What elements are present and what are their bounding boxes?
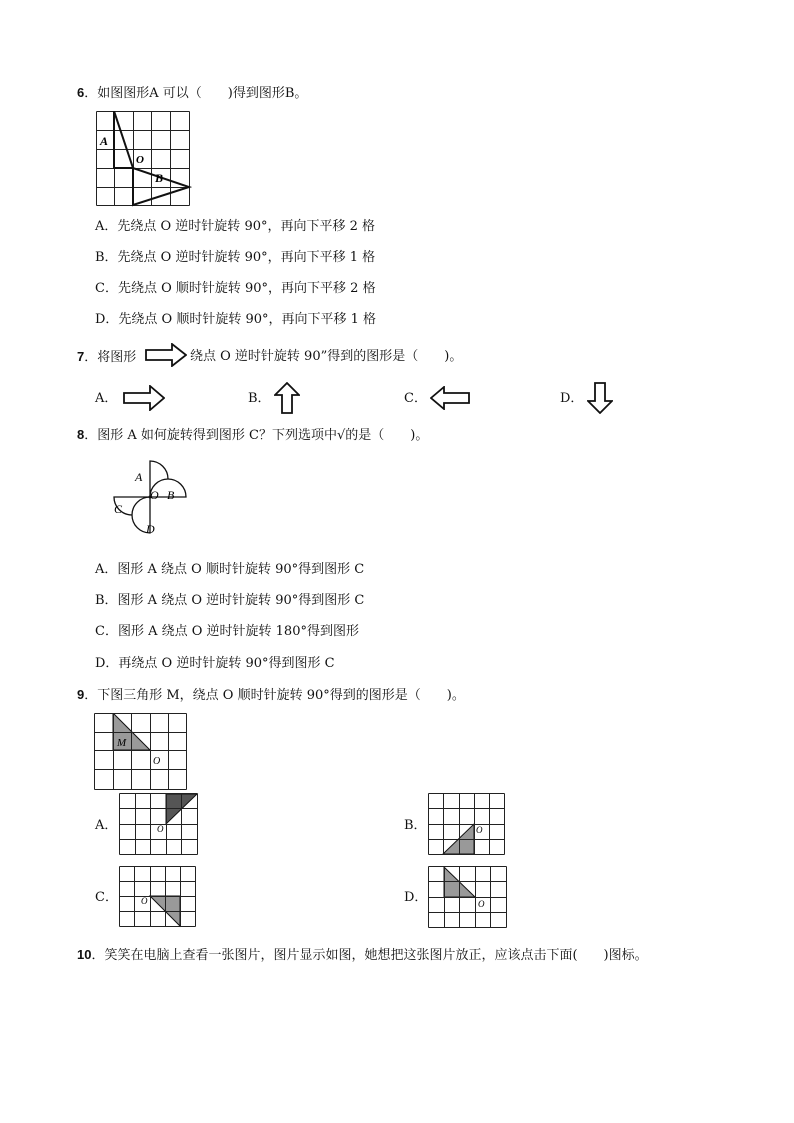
q7-option-d-arrow-down-icon[interactable] xyxy=(587,382,613,414)
q9-option-c-grid[interactable] xyxy=(119,866,197,928)
q7-option-a-arrow-right-icon[interactable] xyxy=(123,385,165,411)
q8-option-d[interactable]: D．再绕点 O 逆时针旋转 90°得到图形 C xyxy=(95,656,335,671)
q9-label-o: O xyxy=(153,756,161,767)
q8-label-d: D xyxy=(146,522,155,536)
q6-stem: 6．如图图形A 可以（ )得到图形B。 xyxy=(77,85,308,101)
q8-label-b: B xyxy=(167,488,175,502)
q7-stem-end: 绕点 O 逆时针旋转 90”得到的图形是（ )。 xyxy=(190,349,463,364)
q6-grid-figure xyxy=(96,111,192,207)
q8-option-a[interactable]: A．图形 A 绕点 O 顺时针旋转 90°得到图形 C xyxy=(95,562,365,577)
q7-option-b-arrow-up-icon[interactable] xyxy=(274,382,300,414)
q8-label-a: A xyxy=(135,470,143,484)
q9-option-d-label-o: O xyxy=(478,899,485,909)
q9-label-m: M xyxy=(117,737,127,749)
q6-option-c[interactable]: C．先绕点 O 顺时针旋转 90°，再向下平移 2 格 xyxy=(95,281,376,296)
q9-number: 9 xyxy=(77,687,85,702)
q9-grid-figure xyxy=(94,713,188,791)
q9-stem: 9．下图三角形 M，绕点 O 顺时针旋转 90°得到的图形是（ )。 xyxy=(77,687,465,703)
q7-arrow-right-icon xyxy=(145,343,187,367)
q7-option-d-label[interactable]: D． xyxy=(560,391,584,406)
q9-option-d-label[interactable]: D． xyxy=(404,890,428,905)
q7-option-c-label[interactable]: C． xyxy=(404,391,427,406)
q6-shape-a xyxy=(114,111,133,168)
q9-option-a-grid[interactable] xyxy=(119,793,199,856)
q9-option-b-grid[interactable] xyxy=(428,793,506,856)
q8-label-o: O xyxy=(150,488,159,502)
q9-option-a-label[interactable]: A． xyxy=(95,818,118,833)
q7-option-a-label[interactable]: A． xyxy=(95,391,118,406)
q8-pinwheel-figure xyxy=(104,458,190,544)
q6-label-b: B xyxy=(155,171,164,185)
q9-option-d-grid[interactable] xyxy=(428,866,508,929)
q8-label-c: C xyxy=(114,502,123,516)
q7-option-b-label[interactable]: B． xyxy=(248,391,271,406)
q6-option-a[interactable]: A．先绕点 O 逆时针旋转 90°，再向下平移 2 格 xyxy=(95,219,376,234)
q8-number: 8 xyxy=(77,427,85,442)
q6-label-a: A xyxy=(100,134,109,148)
q9-option-c-label-o: O xyxy=(141,896,148,906)
q6-label-o: O xyxy=(136,154,144,166)
q9-option-b-label[interactable]: B． xyxy=(404,818,427,833)
q10-stem: 10．笑笑在电脑上查看一张图片，图片显示如图，她想把这张图片放正，应该点击下面( )图标。 xyxy=(77,947,648,963)
q6-number: 6 xyxy=(77,85,85,100)
q7-option-c-arrow-left-icon[interactable] xyxy=(430,386,470,410)
q6-option-b[interactable]: B．先绕点 O 逆时针旋转 90°，再向下平移 1 格 xyxy=(95,250,376,265)
q8-option-b[interactable]: B．图形 A 绕点 O 逆时针旋转 90°得到图形 C xyxy=(95,593,365,608)
q8-stem: 8．图形 A 如何旋转得到图形 C？下列选项中√的是（ )。 xyxy=(77,427,429,443)
q9-option-a-label-o: O xyxy=(157,824,164,834)
q9-option-b-label-o: O xyxy=(476,825,483,835)
q6-option-d[interactable]: D．先绕点 O 顺时针旋转 90°，再向下平移 1 格 xyxy=(95,312,377,327)
q7-stem-start: 7．将图形 xyxy=(77,349,137,365)
q10-number: 10 xyxy=(77,947,92,962)
q8-option-c[interactable]: C．图形 A 绕点 O 逆时针旋转 180°得到图形 xyxy=(95,624,359,639)
q7-number: 7 xyxy=(77,349,85,364)
q9-option-c-label[interactable]: C． xyxy=(95,890,118,905)
